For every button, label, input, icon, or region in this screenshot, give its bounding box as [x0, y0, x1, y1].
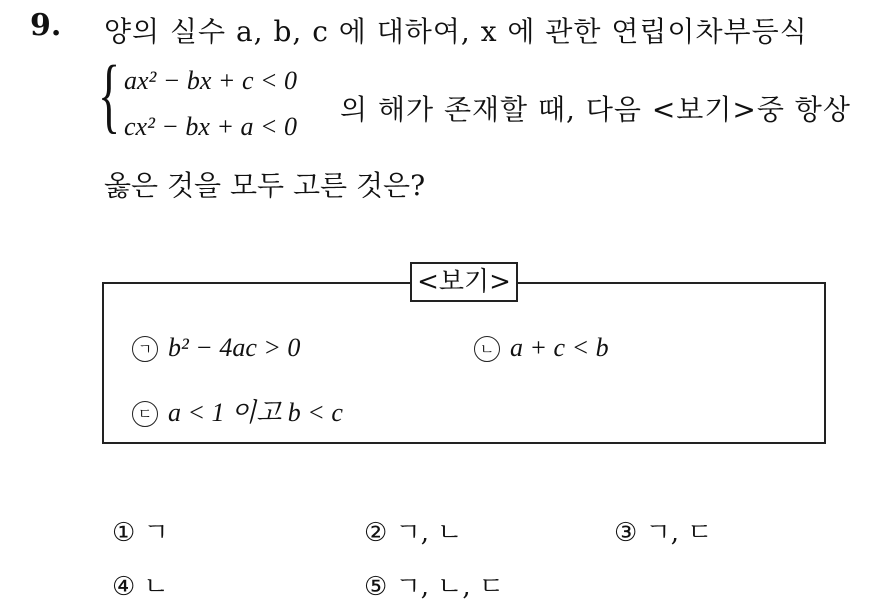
choice-text: ㄱ, ㄴ, ㄷ [395, 572, 504, 602]
marker-nieun-icon: ㄴ [474, 336, 500, 362]
choice-text: ㄴ [143, 572, 169, 602]
choice-4[interactable] [112, 566, 169, 603]
choice-number: ⑤ [364, 572, 388, 602]
question-line-1: 양의 실수 a, b, c 에 대하여, x 에 관한 연립이차부등식 [104, 15, 808, 48]
example-item-text: a + c < b [510, 333, 609, 362]
choice-number: ③ [614, 518, 638, 548]
marker-giyeok-icon: ㄱ [132, 336, 158, 362]
choice-text: ㄱ [143, 518, 169, 548]
question-line-3: 옳은 것을 모두 고른 것은? [104, 169, 426, 202]
question-line-2: 의 해가 존재할 때, 다음 <보기>중 항상 [340, 93, 851, 126]
example-item-b [474, 333, 609, 363]
choice-text: ㄱ, ㄴ [395, 518, 463, 548]
choice-number: ① [112, 518, 136, 548]
choice-text: ㄱ, ㄷ [645, 518, 713, 548]
choice-5[interactable] [364, 566, 504, 603]
inequality-2: cx² − bx + a < 0 [124, 112, 298, 141]
choice-2[interactable] [364, 512, 462, 549]
example-box-title: <보기> [410, 262, 518, 302]
system-brace: { [98, 49, 121, 142]
example-item-text: b² − 4ac > 0 [168, 333, 301, 362]
choice-number: ② [364, 518, 388, 548]
choice-1[interactable] [112, 512, 169, 549]
inequality-1: ax² − bx + c < 0 [124, 66, 298, 95]
example-item-a [132, 333, 300, 363]
example-item-c [132, 392, 343, 429]
example-item-text: a < 1 이고 b < c [168, 398, 343, 427]
choice-3[interactable] [614, 512, 712, 549]
question-number: 9. [30, 8, 62, 43]
choice-number: ④ [112, 572, 136, 602]
marker-digeut-icon: ㄷ [132, 401, 158, 427]
